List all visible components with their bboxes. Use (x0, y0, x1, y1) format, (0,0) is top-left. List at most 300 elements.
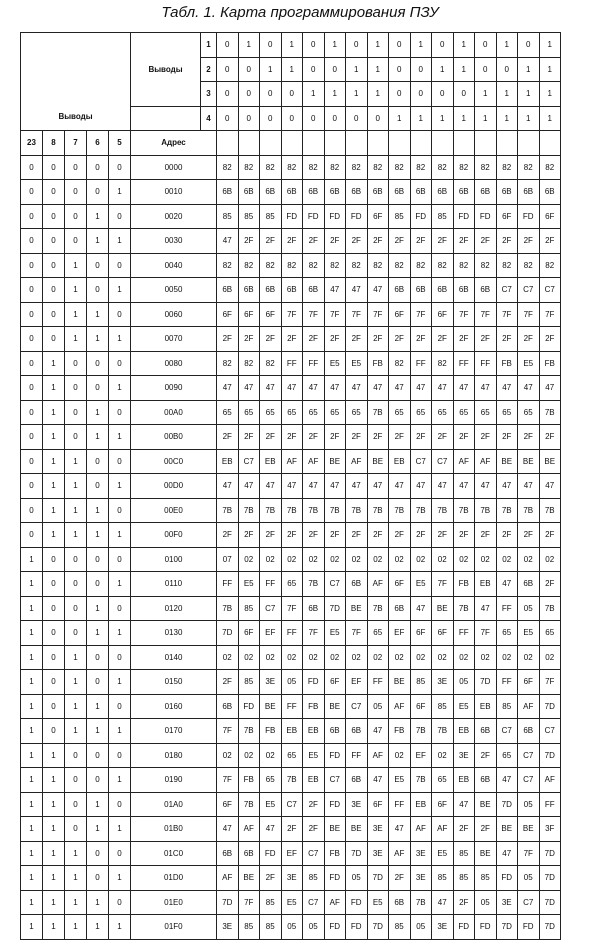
data-cell: BE (518, 449, 540, 474)
data-cell: 7B (367, 596, 389, 621)
data-cell: 65 (539, 621, 561, 646)
data-cell: BE (324, 694, 346, 719)
data-cell: 6F (260, 302, 282, 327)
data-cell: 02 (496, 547, 518, 572)
data-cell: 7B (238, 498, 260, 523)
data-cell: FF (260, 572, 282, 597)
data-cell: 2F (324, 327, 346, 352)
data-cell: 6B (281, 278, 303, 303)
data-cell: 7B (238, 719, 260, 744)
data-cell: 7F (432, 572, 454, 597)
data-cell: 3E (217, 915, 239, 940)
data-cell: 6B (260, 278, 282, 303)
table-row (21, 596, 561, 621)
output-bit-cell: 1 (453, 33, 475, 58)
output-bit-cell: 0 (238, 106, 260, 131)
data-cell: BE (367, 449, 389, 474)
output-bit-cell: 1 (346, 82, 368, 107)
header-blank-cell (21, 33, 131, 107)
data-cell: 6F (324, 670, 346, 695)
output-bit-cell: 1 (410, 33, 432, 58)
data-cell: 05 (303, 915, 325, 940)
data-cell: 3E (367, 817, 389, 842)
data-cell: 47 (410, 596, 432, 621)
empty-header-cell (453, 131, 475, 156)
address-bit-cell: 0 (43, 327, 65, 352)
data-cell: 3E (346, 792, 368, 817)
address-bit-cell: 1 (87, 694, 109, 719)
address-pin-header: 7 (65, 131, 87, 156)
data-cell: EF (410, 743, 432, 768)
data-cell: 7F (367, 302, 389, 327)
data-cell: 6F (410, 694, 432, 719)
table-row (21, 474, 561, 499)
data-cell: 82 (303, 155, 325, 180)
empty-header-cell (303, 131, 325, 156)
address-bit-cell: 1 (65, 327, 87, 352)
data-cell: 2F (346, 327, 368, 352)
data-cell: C7 (410, 449, 432, 474)
data-cell: 7D (539, 743, 561, 768)
address-bit-cell: 0 (109, 253, 131, 278)
data-cell: FF (346, 743, 368, 768)
address-bit-cell: 1 (21, 768, 43, 793)
address-bit-cell: 0 (65, 792, 87, 817)
output-bit-cell: 1 (346, 57, 368, 82)
data-cell: FD (324, 743, 346, 768)
address-bit-cell: 1 (21, 621, 43, 646)
data-cell: 2F (367, 327, 389, 352)
data-cell: 47 (238, 376, 260, 401)
data-cell: 6B (453, 180, 475, 205)
output-bit-cell: 0 (260, 33, 282, 58)
data-cell: 2F (303, 425, 325, 450)
data-cell: 82 (475, 253, 497, 278)
data-cell: 65 (432, 768, 454, 793)
address-bit-cell: 0 (21, 229, 43, 254)
data-cell: 2F (496, 523, 518, 548)
output-bit-cell: 1 (281, 57, 303, 82)
output-bit-cell: 0 (238, 57, 260, 82)
data-cell: 6B (475, 180, 497, 205)
data-cell: FF (281, 621, 303, 646)
address-header: Адрес (131, 131, 217, 156)
data-cell: 7B (217, 596, 239, 621)
data-cell: 47 (453, 474, 475, 499)
address-bit-cell: 1 (65, 670, 87, 695)
data-cell: 7F (539, 302, 561, 327)
address-bit-cell: 1 (109, 670, 131, 695)
output-bit-cell: 1 (367, 82, 389, 107)
data-cell: FF (496, 596, 518, 621)
address-bit-cell: 1 (65, 719, 87, 744)
table-row (21, 547, 561, 572)
data-cell: FF (539, 792, 561, 817)
data-cell: 05 (410, 915, 432, 940)
data-cell: 02 (367, 547, 389, 572)
data-cell: 2F (389, 229, 411, 254)
address-bit-cell: 0 (43, 621, 65, 646)
address-bit-cell: 0 (109, 694, 131, 719)
table-row (21, 890, 561, 915)
address-bit-cell: 0 (65, 204, 87, 229)
data-cell: BE (475, 841, 497, 866)
address-bit-cell: 0 (21, 425, 43, 450)
data-cell: 6B (475, 768, 497, 793)
output-bit-cell: 1 (260, 57, 282, 82)
data-cell: 82 (453, 253, 475, 278)
data-cell: 7B (432, 719, 454, 744)
data-cell: 65 (260, 768, 282, 793)
data-cell: 7D (367, 915, 389, 940)
data-cell: 6B (432, 278, 454, 303)
data-cell: 47 (389, 817, 411, 842)
output-bit-cell: 1 (324, 82, 346, 107)
data-cell: 2F (475, 229, 497, 254)
address-bit-cell: 0 (65, 425, 87, 450)
address-bit-cell: 1 (43, 792, 65, 817)
data-cell: 85 (303, 866, 325, 891)
data-cell: 2F (432, 523, 454, 548)
outputs-label: Выводы (131, 33, 201, 107)
address-bit-cell: 0 (87, 278, 109, 303)
data-cell: FD (518, 915, 540, 940)
data-cell: FD (324, 204, 346, 229)
address-bit-cell: 1 (65, 498, 87, 523)
address-bit-cell: 1 (109, 866, 131, 891)
data-cell: 47 (410, 376, 432, 401)
output-bit-cell: 1 (367, 33, 389, 58)
data-cell: 6B (217, 841, 239, 866)
data-cell: FD (324, 915, 346, 940)
empty-header-cell (367, 131, 389, 156)
data-cell: 2F (539, 229, 561, 254)
data-cell: 2F (453, 327, 475, 352)
address-bit-cell: 0 (109, 890, 131, 915)
data-cell: 85 (410, 670, 432, 695)
address-cell: 00E0 (131, 498, 217, 523)
data-cell: C7 (324, 572, 346, 597)
address-bit-cell: 1 (109, 229, 131, 254)
data-cell: 6B (518, 180, 540, 205)
data-cell: 82 (410, 155, 432, 180)
data-cell: 65 (217, 400, 239, 425)
table-row (21, 915, 561, 940)
data-cell: 82 (217, 155, 239, 180)
address-bit-cell: 0 (109, 449, 131, 474)
data-cell: FF (217, 572, 239, 597)
output-bit-cell: 0 (324, 57, 346, 82)
data-cell: FD (475, 204, 497, 229)
data-cell: 7D (217, 621, 239, 646)
data-cell: 7F (346, 621, 368, 646)
address-bit-cell: 0 (87, 841, 109, 866)
data-cell: 02 (389, 743, 411, 768)
data-cell: 6B (217, 180, 239, 205)
data-cell: C7 (303, 890, 325, 915)
address-bit-cell: 0 (43, 155, 65, 180)
data-cell: 7F (303, 302, 325, 327)
address-bit-cell: 1 (43, 449, 65, 474)
output-bit-cell: 0 (346, 33, 368, 58)
empty-header-cell (432, 131, 454, 156)
data-cell: 7D (217, 890, 239, 915)
output-bit-cell: 0 (217, 82, 239, 107)
data-cell: 47 (475, 596, 497, 621)
address-bit-cell: 1 (65, 915, 87, 940)
data-cell: FD (475, 915, 497, 940)
output-bit-cell: 0 (410, 82, 432, 107)
output-bit-cell: 0 (496, 57, 518, 82)
output-bit-cell: 0 (389, 57, 411, 82)
data-cell: EB (475, 572, 497, 597)
data-cell: 7B (539, 596, 561, 621)
data-cell: 82 (238, 155, 260, 180)
data-cell: 6B (217, 694, 239, 719)
output-bit-cell: 1 (475, 82, 497, 107)
data-cell: 3E (432, 915, 454, 940)
data-cell: 7F (539, 670, 561, 695)
data-cell: 47 (324, 278, 346, 303)
address-bit-cell: 0 (43, 645, 65, 670)
data-cell: 47 (367, 376, 389, 401)
data-cell: EB (410, 792, 432, 817)
data-cell: 02 (303, 547, 325, 572)
output-bit-cell: 1 (539, 57, 561, 82)
address-bit-cell: 0 (21, 253, 43, 278)
address-bit-cell: 0 (21, 180, 43, 205)
empty-header-cell (346, 131, 368, 156)
data-cell: 47 (367, 278, 389, 303)
data-cell: E5 (324, 351, 346, 376)
data-cell: 2F (453, 890, 475, 915)
data-cell: 7F (303, 621, 325, 646)
address-bit-cell: 0 (87, 572, 109, 597)
data-cell: 47 (217, 474, 239, 499)
data-cell: 82 (260, 155, 282, 180)
data-cell: 82 (260, 351, 282, 376)
address-bit-cell: 0 (43, 302, 65, 327)
data-cell: 2F (260, 425, 282, 450)
address-bit-cell: 0 (65, 817, 87, 842)
data-cell: 6B (432, 180, 454, 205)
data-cell: 7F (518, 841, 540, 866)
data-cell: 47 (346, 376, 368, 401)
address-bit-cell: 1 (87, 890, 109, 915)
data-cell: 02 (303, 645, 325, 670)
data-cell: 6B (389, 890, 411, 915)
output-pin-row (21, 33, 561, 58)
address-cell: 0060 (131, 302, 217, 327)
data-cell: 65 (281, 572, 303, 597)
table-row (21, 768, 561, 793)
address-bit-cell: 0 (65, 351, 87, 376)
data-cell: 82 (346, 253, 368, 278)
address-bit-cell: 1 (43, 841, 65, 866)
data-cell: 82 (518, 155, 540, 180)
data-cell: 47 (453, 376, 475, 401)
data-cell: 6B (346, 180, 368, 205)
data-cell: 3E (432, 670, 454, 695)
address-bit-cell: 0 (65, 572, 87, 597)
output-bit-cell: 0 (518, 33, 540, 58)
address-bit-cell: 1 (43, 915, 65, 940)
output-bit-cell: 1 (539, 82, 561, 107)
data-cell: 3E (367, 841, 389, 866)
address-bit-cell: 1 (87, 229, 109, 254)
data-cell: 47 (496, 768, 518, 793)
data-cell: 65 (367, 621, 389, 646)
data-cell: 2F (389, 327, 411, 352)
data-cell: FD (281, 204, 303, 229)
data-cell: 65 (475, 400, 497, 425)
address-bit-cell: 1 (43, 351, 65, 376)
table-row (21, 572, 561, 597)
data-cell: 85 (432, 204, 454, 229)
data-cell: 7B (518, 498, 540, 523)
data-cell: 2F (367, 229, 389, 254)
data-cell: 82 (281, 253, 303, 278)
data-cell: 82 (389, 253, 411, 278)
data-cell: 05 (281, 670, 303, 695)
data-cell: 6B (367, 180, 389, 205)
data-cell: 2F (539, 572, 561, 597)
data-cell: 02 (281, 547, 303, 572)
data-cell: FD (324, 792, 346, 817)
data-cell: 05 (475, 890, 497, 915)
data-cell: 05 (367, 694, 389, 719)
data-cell: AF (217, 866, 239, 891)
data-cell: C7 (432, 449, 454, 474)
address-bit-cell: 0 (87, 547, 109, 572)
address-bit-cell: 0 (109, 498, 131, 523)
data-cell: 47 (260, 376, 282, 401)
address-bit-cell: 0 (87, 155, 109, 180)
data-cell: 7D (539, 890, 561, 915)
data-cell: FD (238, 694, 260, 719)
data-cell: 05 (453, 670, 475, 695)
address-cell: 01D0 (131, 866, 217, 891)
address-bit-cell: 1 (65, 474, 87, 499)
data-cell: E5 (518, 351, 540, 376)
data-cell: E5 (260, 792, 282, 817)
output-bit-cell: 1 (539, 106, 561, 131)
address-cell: 0000 (131, 155, 217, 180)
data-cell: 7B (324, 498, 346, 523)
data-cell: C7 (303, 841, 325, 866)
data-cell: C7 (518, 278, 540, 303)
data-cell: 47 (453, 792, 475, 817)
data-cell: 47 (281, 474, 303, 499)
address-bit-cell: 1 (21, 792, 43, 817)
data-cell: 85 (432, 866, 454, 891)
address-cell: 0180 (131, 743, 217, 768)
output-bit-cell: 1 (496, 82, 518, 107)
output-bit-cell: 0 (238, 82, 260, 107)
data-cell: 85 (260, 204, 282, 229)
data-cell: 7F (281, 302, 303, 327)
data-cell: 65 (389, 400, 411, 425)
data-cell: 82 (324, 253, 346, 278)
data-cell: 7D (475, 670, 497, 695)
data-cell: 6B (346, 719, 368, 744)
data-cell: 85 (238, 670, 260, 695)
data-cell: EF (260, 621, 282, 646)
address-bit-cell: 0 (65, 376, 87, 401)
empty-header-cell (324, 131, 346, 156)
data-cell: 6B (518, 719, 540, 744)
data-cell: FF (475, 351, 497, 376)
data-cell: 82 (346, 155, 368, 180)
data-cell: C7 (539, 719, 561, 744)
output-bit-cell: 0 (389, 82, 411, 107)
address-bit-cell: 0 (109, 351, 131, 376)
address-bit-cell: 1 (21, 645, 43, 670)
output-bit-cell: 1 (496, 33, 518, 58)
table-row (21, 229, 561, 254)
data-cell: 2F (496, 229, 518, 254)
data-cell: 65 (260, 400, 282, 425)
table-row (21, 498, 561, 523)
address-bit-cell: 0 (43, 229, 65, 254)
data-cell: 65 (238, 400, 260, 425)
data-cell: 47 (367, 768, 389, 793)
data-cell: 05 (518, 596, 540, 621)
data-cell: 02 (367, 645, 389, 670)
output-bit-cell: 0 (410, 57, 432, 82)
data-cell: 2F (475, 327, 497, 352)
address-bit-cell: 0 (21, 155, 43, 180)
data-cell: 6F (432, 621, 454, 646)
header-blank-cell (131, 106, 201, 131)
data-cell: AF (303, 449, 325, 474)
address-bit-cell: 0 (43, 547, 65, 572)
output-bit-cell: 1 (432, 106, 454, 131)
table-row (21, 866, 561, 891)
data-cell: 82 (432, 253, 454, 278)
data-cell: 47 (238, 474, 260, 499)
address-bit-cell: 1 (87, 425, 109, 450)
address-cell: 0050 (131, 278, 217, 303)
data-cell: 7D (539, 866, 561, 891)
address-bit-cell: 1 (65, 523, 87, 548)
data-cell: BE (432, 596, 454, 621)
data-cell: EB (475, 694, 497, 719)
output-pin-number: 2 (201, 57, 217, 82)
address-bit-cell: 0 (65, 400, 87, 425)
data-cell: 02 (260, 645, 282, 670)
data-cell: 6F (238, 302, 260, 327)
outputs-label-left: Выводы (21, 106, 131, 131)
data-cell: 2F (281, 229, 303, 254)
data-cell: 2F (367, 425, 389, 450)
data-cell: 2F (260, 523, 282, 548)
data-cell: 2F (432, 425, 454, 450)
address-bit-cell: 1 (87, 523, 109, 548)
data-cell: FF (281, 694, 303, 719)
data-cell: 2F (518, 425, 540, 450)
data-cell: 82 (389, 155, 411, 180)
data-cell: AF (432, 817, 454, 842)
data-cell: BE (496, 449, 518, 474)
output-bit-cell: 1 (324, 33, 346, 58)
address-cell: 0170 (131, 719, 217, 744)
address-bit-cell: 1 (65, 890, 87, 915)
data-cell: C7 (238, 449, 260, 474)
table-row (21, 400, 561, 425)
address-cell: 0120 (131, 596, 217, 621)
data-cell: 2F (453, 229, 475, 254)
